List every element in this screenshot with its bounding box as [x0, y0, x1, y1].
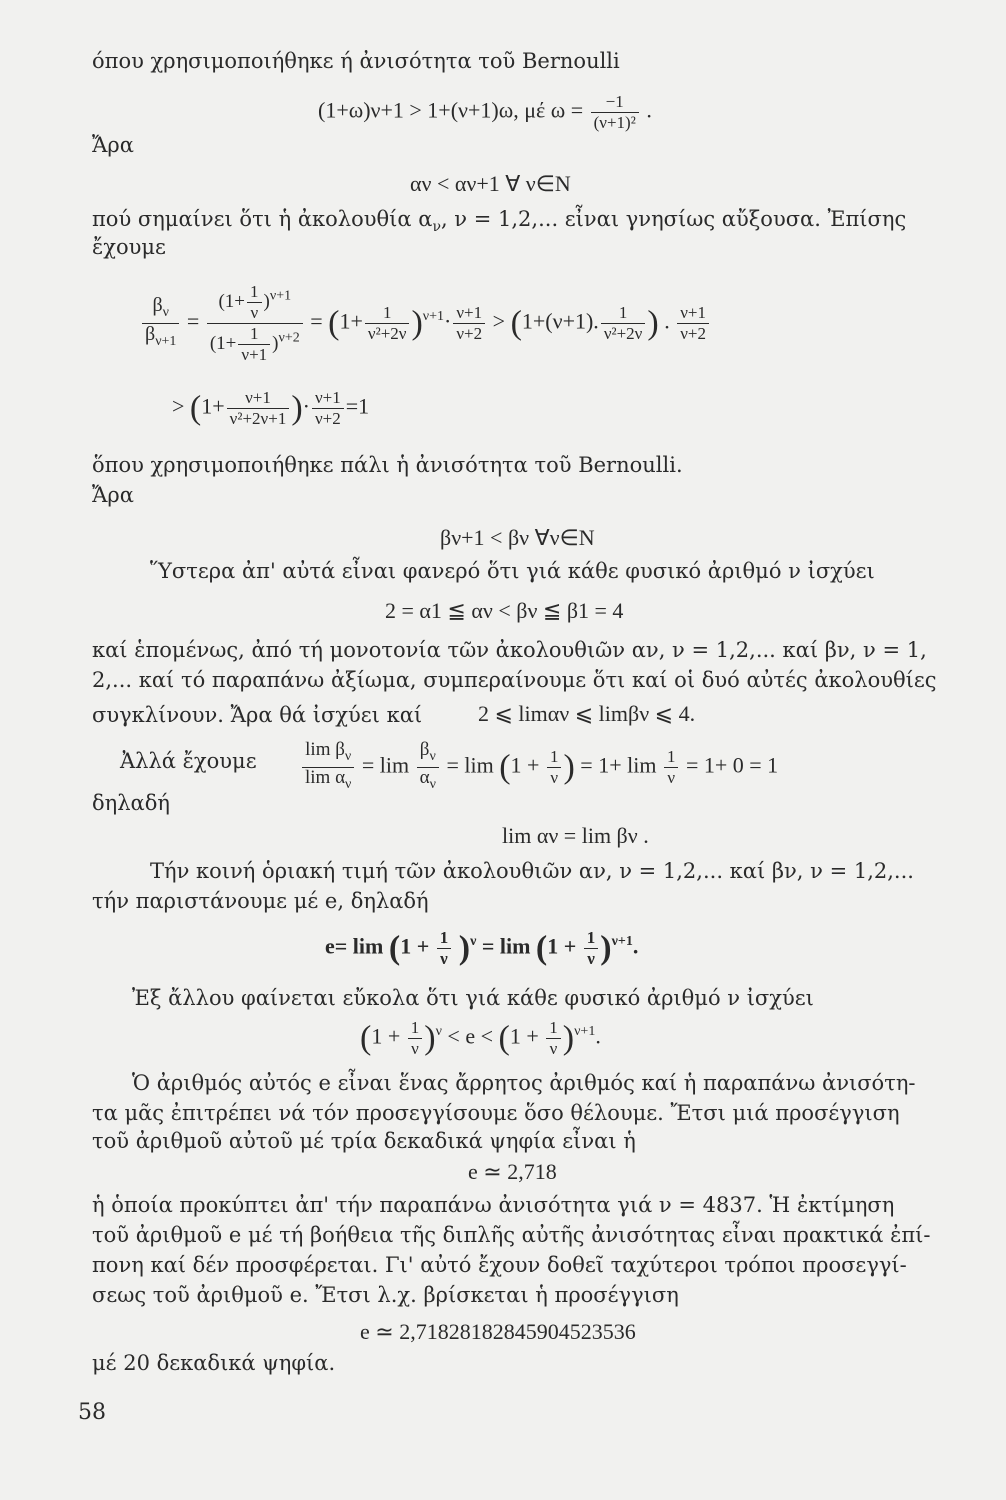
text-line: Ἄρα: [92, 483, 134, 507]
equation-e-definition: e= lim (1 + $\frac{1}{\nu}$ )$^\nu$ = lim (1 + $\frac{1}{\nu}$ )$^{\nu+1}$.: [325, 928, 639, 968]
equation-beta-ratio: $\frac{\beta_\nu}{\beta_{\nu+1}}$ = (1+ $\frac{1}{\nu}$ )$^{\nu+1}$ (1+ $\frac{1}{\nu+1}$ )$^{\nu+2}$ = (1+ $\frac{1}{\text{ν²+2ν}}$ )$^{\nu+1}$· $\frac{\nu+1}{\nu+2}$ > (1+(ν+1). $\frac{1}{\text{ν²+2ν}}$ ) . $\frac{\nu+1}{\nu+2}$: [140, 282, 711, 365]
equation-e-inequality: (1 + $\frac{1}{\nu}$ )$^\nu$ < e < (1 + $\frac{1}{\nu}$ )$^{\nu+1}$.: [360, 1018, 601, 1058]
equation-limits-equal: lim αν = lim βν .: [502, 823, 649, 848]
text-line: Ἀλλά ἔχουμε: [120, 749, 257, 773]
text-line: καί ἑπομένως, ἀπό τή μονοτονία τῶν ἀκολουθιῶν αν, ν = 1,2,... καί βν, ν = 1,: [92, 638, 927, 662]
text-line: Ὁ ἀριθμός αὐτός e εἶναι ἕνας ἄρρητος ἀριθμός καί ἡ παραπάνω ἀνισότη-: [132, 1071, 916, 1095]
equation-ratio-limit: $\frac{\lim \beta_\nu}{\lim \alpha_\nu}$ = lim $\frac{\beta_\nu}{\alpha_\nu}$ = lim (1 + $\frac{1}{\nu}$ ) = 1+ lim $\frac{1}{\nu}$ = 1+ 0 = 1: [300, 740, 778, 795]
equation-bernoulli: (1+ω)ν+1 > 1+(ν+1)ω, μέ ω = $\frac{-1}{\text{(ν+1)²}}$ .: [318, 92, 652, 132]
text-line: πονη καί δέν προσφέρεται. Γι' αὐτό ἔχουν δοθεῖ ταχύτεροι τρόποι προσεγγί-: [92, 1253, 907, 1277]
equation-beta-ratio-cont: > (1+ $\frac{\nu+1}{\text{ν²+2ν+1}}$ )· $\frac{\nu+1}{\nu+2}$ =1: [172, 388, 370, 428]
text-line: Τήν κοινή ὁριακή τιμή τῶν ἀκολουθιῶν αν, ν = 1,2,... καί βν, ν = 1,2,...: [150, 859, 914, 883]
text-line: πού σημαίνει ὅτι ἡ ἀκολουθία $\alpha_\nu$, ν = 1,2,... εἶναι γνησίως αὔξουσα. Ἐπίσης: [92, 207, 907, 236]
text-line: συγκλίνουν. Ἄρα θά ἰσχύει καί: [92, 703, 423, 727]
text-line: τοῦ ἀριθμοῦ e μέ τή βοήθεια τῆς διπλῆς αὐτῆς ἀνισότητας εἶναι πρακτικά ἐπί-: [92, 1223, 931, 1247]
text-line: Ἄρα: [92, 133, 134, 157]
text-line: 2,... καί τό παραπάνω ἀξίωμα, συμπεραίνουμε ὅτι καί οἱ δυό αὐτές ἀκολουθίες: [92, 668, 937, 692]
equation-alpha-increasing: αν < αν+1 ∀ ν∈N: [410, 171, 571, 196]
equation-bounds: 2 = α1 ≦ αν < βν ≦ β1 = 4: [385, 598, 624, 623]
text-line: δηλαδή: [92, 791, 170, 815]
text-line: Ἐξ ἄλλου φαίνεται εὔκολα ὅτι γιά κάθε φυσικό ἀριθμό ν ἰσχύει: [132, 986, 814, 1010]
text-line: τα μᾶς ἐπιτρέπει νά τόν προσεγγίσουμε ὅσο θέλουμε. Ἔτσι μιά προσέγγιση: [92, 1101, 900, 1125]
equation-e-three-digits: e ≃ 2,718: [468, 1159, 557, 1184]
equation-limits: 2 ⩽ limαν ⩽ limβν ⩽ 4.: [478, 701, 696, 726]
equation-beta-decreasing: βν+1 < βν ∀ν∈N: [440, 525, 595, 550]
text-line: όπου χρησιμοποιήθηκε ή ἀνισότητα τοῦ Bernoulli: [92, 49, 620, 73]
text-line: ὅπου χρησιμοποιήθηκε πάλι ἡ ἀνισότητα τοῦ Bernoulli.: [92, 453, 683, 477]
text-line: σεως τοῦ ἀριθμοῦ e. Ἔτσι λ.χ. βρίσκεται ἡ προσέγγιση: [92, 1283, 679, 1307]
text-line: ἡ ὁποία προκύπτει ἀπ' τήν παραπάνω ἀνισότητα γιά ν = 4837. Ἡ ἐκτίμηση: [92, 1193, 895, 1217]
text-line: μέ 20 δεκαδικά ψηφία.: [92, 1351, 336, 1375]
page-number: 58: [78, 1400, 106, 1425]
text-line: Ὕστερα ἀπ' αὐτά εἶναι φανερό ὅτι γιά κάθε φυσικό ἀριθμό ν ἰσχύει: [150, 559, 875, 583]
text-line: τήν παριστάνουμε μέ e, δηλαδή: [92, 889, 429, 913]
equation-e-twenty-digits: e ≃ 2,71828182845904523536: [360, 1319, 636, 1344]
text-line: τοῦ ἀριθμοῦ αὐτοῦ μέ τρία δεκαδικά ψηφία εἶναι ἡ: [92, 1129, 636, 1153]
text-line: ἔχουμε: [92, 235, 166, 259]
